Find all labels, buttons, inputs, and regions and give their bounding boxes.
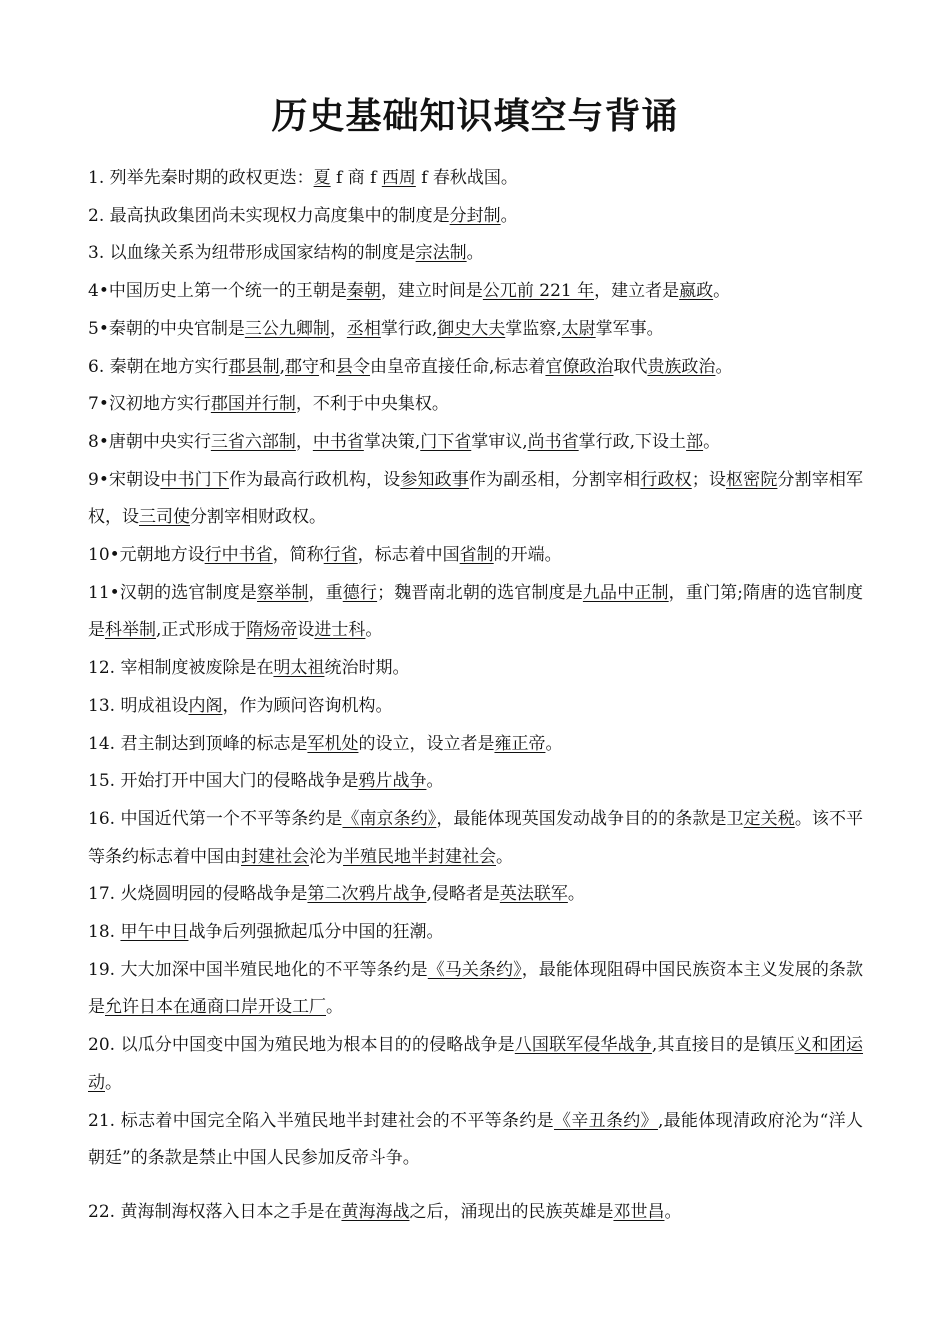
question-text: 13. 明成祖设 — [88, 695, 189, 716]
answer-blank: 内阁 — [188, 695, 223, 716]
question-text: ，建立时间是 — [380, 281, 483, 302]
question-item — [88, 763, 863, 801]
question-text: 的设立，设立者是 — [358, 733, 495, 754]
question-text: ,侵略者是 — [426, 884, 500, 905]
question-text: 7•汉初地方实行 — [88, 394, 211, 415]
question-text: 。 — [715, 356, 733, 377]
question-text: 和 — [319, 356, 337, 377]
answer-blank: 三公九卿制 — [244, 318, 330, 339]
answer-blank: 郡县制 — [228, 356, 280, 377]
answer-blank: 行中书省 — [204, 545, 273, 566]
question-item — [88, 273, 863, 311]
question-text: 5•秦朝的中央官制是 — [88, 318, 245, 339]
question-text: 。 — [664, 1201, 682, 1222]
question-item — [88, 198, 863, 236]
question-text: 17. 火烧圆明园的侵略战争是 — [88, 884, 308, 905]
question-item — [88, 537, 863, 575]
question-text: 8•唐朝中央实行 — [88, 431, 211, 452]
question-text: ,其直接目的是镇压 — [651, 1035, 795, 1056]
question-item — [88, 160, 863, 198]
question-text: 。 — [703, 431, 721, 452]
question-text: 。 — [466, 243, 484, 264]
answer-blank: 中书省 — [312, 431, 364, 452]
question-text: ；魏晋南北朝的选官制度是 — [377, 582, 583, 603]
answer-blank: 第二次鸦片战争 — [307, 884, 427, 905]
answer-blank: 郡守 — [285, 356, 320, 377]
question-item — [88, 650, 863, 688]
question-item — [88, 726, 863, 764]
question-text: 由皇帝直接任命,标志着 — [370, 356, 546, 377]
answer-blank: 分封制 — [449, 205, 501, 226]
question-text: 12. 宰相制度被废除是在 — [88, 658, 274, 679]
answer-blank: 嬴政 — [679, 281, 714, 302]
question-text: 。 — [500, 205, 518, 226]
question-item — [88, 952, 863, 1027]
answer-blank: 参知政事 — [400, 469, 469, 490]
question-text: 。 — [365, 620, 383, 641]
answer-blank: 御史大夫 — [437, 318, 506, 339]
answer-blank: 郡国并行制 — [210, 394, 296, 415]
question-item — [88, 1027, 863, 1102]
question-text: 掌军事。 — [595, 318, 664, 339]
answer-blank: 九品中正制 — [582, 582, 669, 603]
question-text: 掌审议, — [471, 431, 528, 452]
answer-blank: 军机处 — [307, 733, 359, 754]
answer-blank: 官僚政治 — [545, 356, 614, 377]
question-text: ，简称 — [272, 545, 324, 566]
answer-blank: 公兀前 221 年 — [482, 281, 595, 302]
question-text: 统治时期。 — [324, 658, 410, 679]
answer-blank: 封建社会 — [241, 846, 309, 867]
question-item — [88, 424, 863, 462]
answer-blank: 英法联军 — [499, 884, 568, 905]
answer-blank: 义和团运动 — [88, 1035, 864, 1093]
question-text: 2. 最高执政集团尚未实现权力高度集中的制度是 — [88, 205, 450, 226]
question-text: ，重 — [308, 582, 343, 603]
question-text: 14. 君主制达到顶峰的标志是 — [88, 733, 308, 754]
question-text: 取代 — [613, 356, 648, 377]
question-text: ，标志着中国 — [357, 545, 460, 566]
answer-blank: 秦朝 — [346, 281, 381, 302]
question-text: ；设 — [691, 469, 727, 490]
answer-blank: 三省六部制 — [210, 431, 296, 452]
answer-blank: 甲午中日 — [120, 922, 189, 943]
answer-blank: 宗法制 — [415, 243, 467, 264]
question-text: ，最能体现阻碍中国民族资本主义发展的条款是 — [88, 959, 864, 1018]
answer-blank: 行省 — [323, 545, 358, 566]
question-text: f 商 f — [330, 168, 382, 188]
answer-blank: 允许日本在通商口岸开设工厂 — [105, 997, 326, 1018]
question-text: 的开端。 — [493, 545, 562, 566]
question-text: 。 — [713, 281, 731, 302]
question-text: 之后，涌现出的民族英雄是 — [409, 1201, 614, 1222]
question-text: ，重门第;隋唐的选官制度是 — [88, 582, 864, 641]
question-item — [88, 1103, 863, 1178]
question-text: 沦为 — [309, 846, 343, 867]
question-text: 掌监察, — [505, 318, 562, 339]
question-text: 21. 标志着中国完全陷入半殖民地半封建社会的不平等条约是 — [88, 1110, 554, 1131]
question-text: 9•宋朝设 — [88, 469, 161, 490]
question-text: 10•元朝地方设 — [88, 545, 205, 566]
question-text: 设 — [297, 620, 315, 641]
answer-blank: 邓世昌 — [613, 1201, 665, 1222]
question-text: 战争后列强掀起瓜分中国的狂潮。 — [188, 922, 444, 943]
answer-blank: 半殖民地半封建社会 — [343, 846, 496, 867]
answer-blank: 太尉 — [561, 318, 596, 339]
question-text: 。 — [496, 846, 513, 867]
answer-blank: 科举制 — [105, 620, 156, 641]
answer-blank: 门下省 — [420, 431, 472, 452]
question-text: ，建立者是 — [594, 281, 680, 302]
answer-blank: 贵族政治 — [647, 356, 716, 377]
question-text: 作为最高行政机构，设 — [228, 469, 401, 490]
question-text: 6. 秦朝在地方实行 — [88, 356, 229, 377]
question-item — [88, 914, 863, 952]
answer-blank: 三司使 — [139, 507, 190, 528]
answer-blank: 中书门下 — [160, 469, 229, 490]
answer-blank: 枢密院 — [726, 469, 778, 490]
answer-blank: 隋炀帝 — [246, 620, 298, 641]
question-text: ,正式形成于 — [156, 620, 247, 641]
question-text: ，最能体现英国发动战争目的的条款是卫 — [436, 808, 744, 829]
page-title: 历史基础知识填空与背诵 — [271, 96, 679, 137]
question-text: 11•汉朝的选官制度是 — [88, 582, 258, 603]
question-list — [88, 160, 863, 1232]
question-text: 15. 开始打开中国大门的侵略战争是 — [88, 771, 359, 792]
answer-blank: 省制 — [459, 545, 494, 566]
question-item — [88, 349, 863, 387]
answer-blank: 定关税 — [743, 808, 795, 829]
question-text: 掌行政,下设土 — [578, 431, 687, 452]
question-text: 掌决策, — [363, 431, 421, 452]
question-item — [88, 688, 863, 726]
question-text: ， — [295, 431, 313, 452]
answer-blank: 雍正帝 — [494, 733, 546, 754]
question-text: 。该不平等条约标志着中国由 — [88, 808, 864, 867]
question-item — [88, 386, 863, 424]
question-text: ，不利于中央集权。 — [295, 394, 449, 415]
question-item — [88, 1194, 863, 1232]
question-item — [88, 876, 863, 914]
answer-blank: 进士科 — [314, 620, 366, 641]
question-text: 18. — [88, 922, 121, 943]
question-text: 22. 黄海制海权落入日本之手是在 — [88, 1201, 342, 1222]
question-text: 1. 列举先秦时期的政权更迭： — [88, 168, 314, 188]
question-text: 作为副丞相，分割宰相 — [468, 469, 641, 490]
answer-blank: 《南京条约》 — [342, 808, 437, 829]
question-text: f 春秋战国。 — [415, 168, 518, 188]
question-text: 19. 大大加深中国半殖民地化的不平等条约是 — [88, 959, 428, 980]
question-text: 20. 以瓜分中国变中国为殖民地为根本目的的侵略战争是 — [88, 1035, 515, 1056]
answer-blank: 县令 — [336, 356, 371, 377]
answer-blank: 鸦片战争 — [358, 771, 427, 792]
question-text: ,最能体现清政府沦为“洋人朝廷”的条款是禁止中国人民参加反帝斗争。 — [88, 1110, 863, 1169]
question-text: ，作为顾问咨询机构。 — [222, 695, 393, 716]
question-text: 4•中国历史上第一个统一的王朝是 — [88, 281, 347, 302]
question-item — [88, 311, 863, 349]
question-item — [88, 801, 863, 876]
question-text: , — [279, 356, 286, 377]
answer-blank: 德行 — [342, 582, 378, 603]
answer-blank: 夏 — [313, 168, 331, 188]
question-text: 掌行政, — [380, 318, 438, 339]
answer-blank: 察举制 — [257, 582, 309, 603]
question-item — [88, 575, 863, 650]
question-item — [88, 462, 863, 537]
answer-blank: 八国联军侵华战争 — [514, 1035, 652, 1056]
answer-blank: 黄海海战 — [341, 1201, 410, 1222]
answer-blank: 丞相 — [346, 318, 381, 339]
question-item — [88, 235, 863, 273]
question-text: 。 — [105, 1072, 122, 1093]
question-text: 。 — [426, 771, 444, 792]
answer-blank: 尚书省 — [527, 431, 579, 452]
question-text: 。 — [545, 733, 563, 754]
answer-blank: 西周 — [381, 168, 416, 188]
answer-blank: 明太祖 — [273, 658, 325, 679]
answer-blank: 行政权 — [640, 469, 692, 490]
question-text: 3. 以血缘关系为纽带形成国家结构的制度是 — [88, 243, 416, 264]
question-text: 分割宰相财政权。 — [190, 507, 326, 528]
question-text: ， — [329, 318, 347, 339]
answer-blank: 《辛丑条约》 — [553, 1110, 658, 1131]
question-text: 分割宰相军权，设 — [88, 469, 864, 528]
question-text: 。 — [567, 884, 585, 905]
answer-blank: 部 — [686, 431, 704, 452]
question-text: 16. 中国近代第一个不平等条约是 — [88, 808, 343, 829]
question-text: 。 — [326, 997, 343, 1018]
answer-blank: 《马关条约》 — [427, 959, 522, 980]
